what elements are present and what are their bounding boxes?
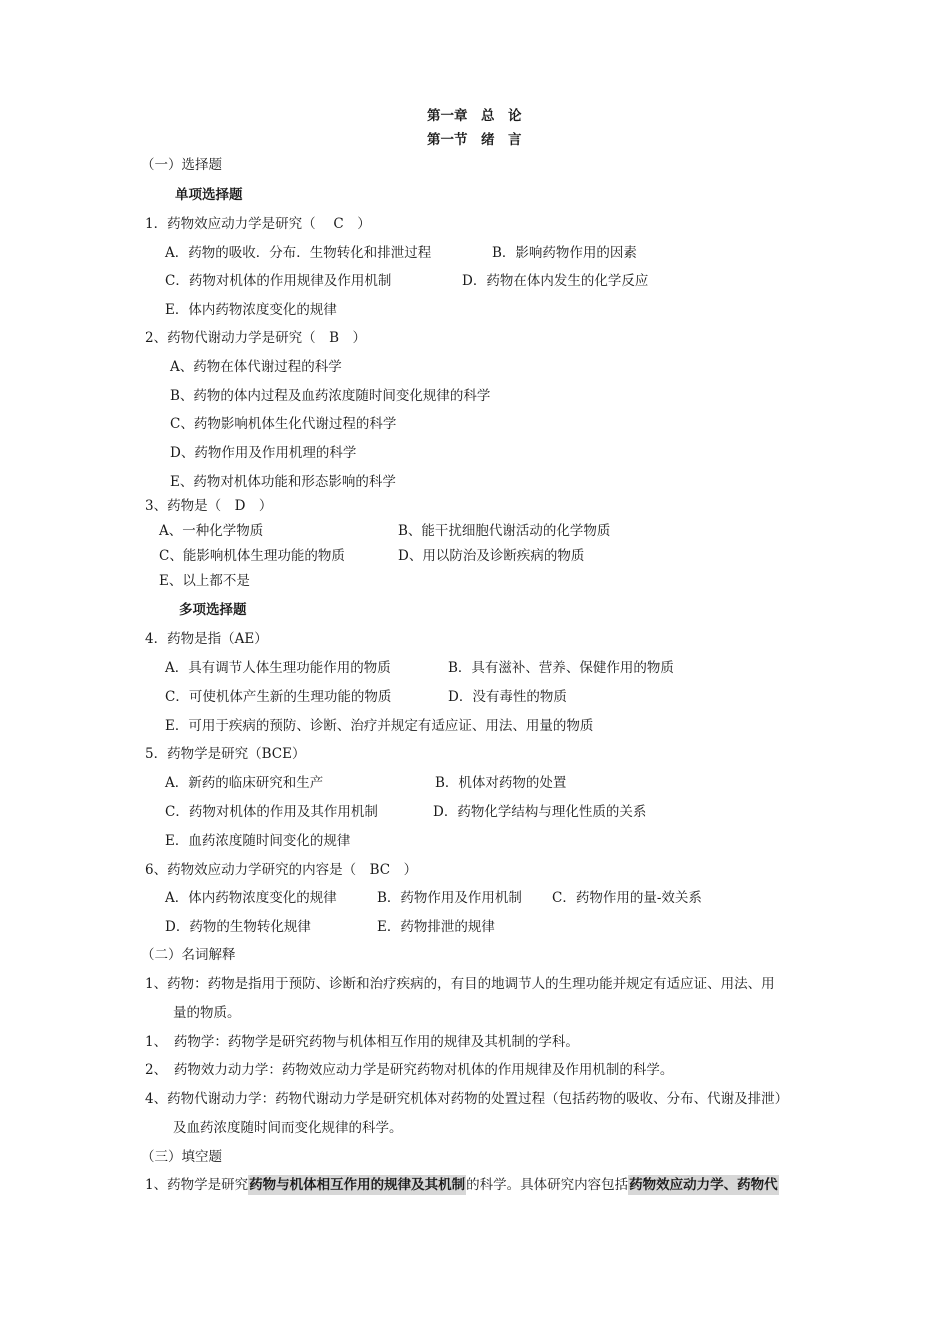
q5-option-c: C．药物对机体的作用及其作用机制 xyxy=(165,804,378,820)
q4-option-e: E．可用于疾病的预防、诊断、治疗并规定有适应证、用法、用量的物质 xyxy=(165,718,594,734)
q4-option-b: B．具有滋补、营养、保健作用的物质 xyxy=(448,660,674,676)
q5-option-b: B．机体对药物的处置 xyxy=(435,775,567,791)
q1-option-b: B．影响药物作用的因素 xyxy=(492,245,637,261)
fill-1-answer-1: 药物与机体相互作用的规律及其机制 xyxy=(249,1177,466,1193)
q3-stem: 3、药物是（ D ） xyxy=(145,498,273,514)
fill-1-prefix: 1、药物学是研究 xyxy=(145,1177,249,1193)
q5-option-a: A．新药的临床研究和生产 xyxy=(165,775,324,791)
fill-1-middle: 的科学。具体研究内容包括 xyxy=(466,1177,629,1193)
q2-option-b: B、药物的体内过程及血药浓度随时间变化规律的科学 xyxy=(170,388,491,404)
q4-option-d: D．没有毒性的物质 xyxy=(448,689,567,705)
q6-option-e: E．药物排泄的规律 xyxy=(377,919,495,935)
q1-stem: 1．药物效应动力学是研究（ C ） xyxy=(145,216,371,232)
q4-stem: 4．药物是指（AE） xyxy=(145,631,268,647)
chapter-title: 第一章 总 论 xyxy=(427,108,522,124)
part1-heading: （一）选择题 xyxy=(141,157,222,173)
single-choice-heading: 单项选择题 xyxy=(175,187,243,203)
q1-option-e: E．体内药物浓度变化的规律 xyxy=(165,302,337,318)
q4-option-c: C．可使机体产生新的生理功能的物质 xyxy=(165,689,392,705)
q3-option-b: B、能干扰细胞代谢活动的化学物质 xyxy=(398,523,611,539)
term-2: 1、 药物学：药物学是研究药物与机体相互作用的规律及其机制的学科。 xyxy=(145,1034,579,1050)
q6-stem: 6、药物效应动力学研究的内容是（ BC ） xyxy=(145,862,418,878)
fill-1-answer-2: 药物效应动力学、药物代 xyxy=(629,1177,778,1193)
q1-option-c: C．药物对机体的作用规律及作用机制 xyxy=(165,273,392,289)
q6-option-b: B．药物作用及作用机制 xyxy=(377,890,522,906)
q6-option-a: A．体内药物浓度变化的规律 xyxy=(165,890,337,906)
fill-1 xyxy=(145,1176,779,1194)
term-1-line1: 1、药物：药物是指用于预防、诊断和治疗疾病的，有目的地调节人的生理功能并规定有适应证、用法、用 xyxy=(145,976,775,992)
q2-option-c: C、药物影响机体生化代谢过程的科学 xyxy=(170,416,397,432)
q3-option-a: A、一种化学物质 xyxy=(159,523,264,539)
q3-option-c: C、能影响机体生理功能的物质 xyxy=(159,548,345,564)
term-1-line2: 量的物质。 xyxy=(173,1005,241,1021)
q3-option-e: E、以上都不是 xyxy=(159,573,250,589)
q2-option-e: E、药物对机体功能和形态影响的科学 xyxy=(170,474,396,490)
q6-option-d: D．药物的生物转化规律 xyxy=(165,919,311,935)
q5-option-d: D．药物化学结构与理化性质的关系 xyxy=(433,804,647,820)
q6-option-c: C．药物作用的量-效关系 xyxy=(552,890,702,906)
q4-option-a: A．具有调节人体生理功能作用的物质 xyxy=(165,660,391,676)
q3-option-d: D、用以防治及诊断疾病的物质 xyxy=(398,548,585,564)
term-4-line1: 4、药物代谢动力学：药物代谢动力学是研究机体对药物的处置过程（包括药物的吸收、分布、代谢及排泄） xyxy=(145,1091,789,1107)
q2-stem: 2、药物代谢动力学是研究（ B ） xyxy=(145,330,367,346)
part3-heading: （三）填空题 xyxy=(141,1149,222,1165)
q1-option-a: A．药物的吸收．分布．生物转化和排泄过程 xyxy=(165,245,432,261)
q2-option-d: D、药物作用及作用机理的科学 xyxy=(170,445,357,461)
q1-option-d: D．药物在体内发生的化学反应 xyxy=(462,273,649,289)
part2-heading: （二）名词解释 xyxy=(141,947,236,963)
multi-choice-heading: 多项选择题 xyxy=(179,602,247,618)
q2-option-a: A、药物在体代谢过程的科学 xyxy=(170,359,342,375)
section-title: 第一节 绪 言 xyxy=(427,132,522,148)
term-4-line2: 及血药浓度随时间而变化规律的科学。 xyxy=(173,1120,403,1136)
q5-option-e: E．血药浓度随时间变化的规律 xyxy=(165,833,351,849)
q5-stem: 5．药物学是研究（BCE） xyxy=(145,746,306,762)
term-3: 2、 药物效力动力学：药物效应动力学是研究药物对机体的作用规律及作用机制的科学。 xyxy=(145,1062,674,1078)
